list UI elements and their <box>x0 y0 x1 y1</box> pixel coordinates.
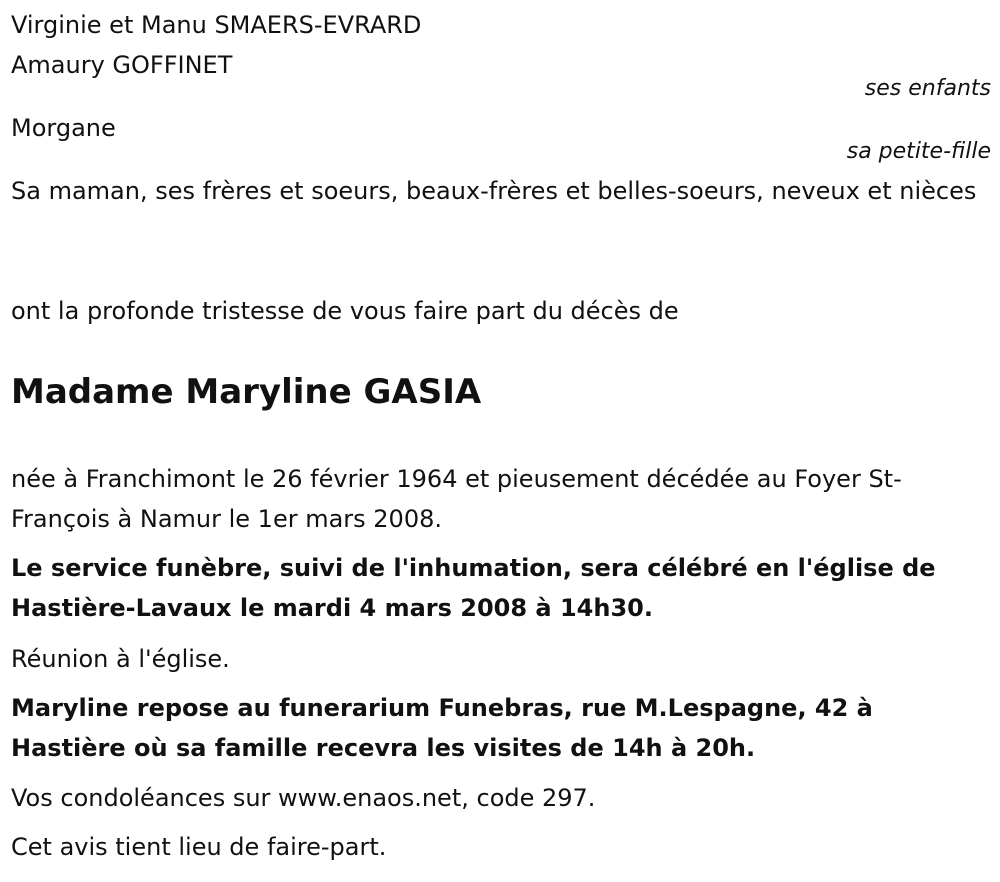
visitation-text: Maryline repose au funerarium Funebras, rue M.Lespagne, 42 à Hastière où sa famille recevra les visites de 14h à 20h. <box>11 694 873 762</box>
meeting-text: Réunion à l'église. <box>11 645 230 673</box>
announcement-text: ont la profonde tristesse de vous faire part du décès de <box>11 297 679 325</box>
children-names-line-1: Virginie et Manu SMAERS-EVRARD <box>11 11 422 39</box>
birth-death-text: née à Franchimont le 26 février 1964 et pieusement décédée au Foyer St-François à Namur le 1er mars 2008. <box>11 465 902 533</box>
relatives-text: Sa maman, ses frères et soeurs, beaux-frères et belles-soeurs, neveux et nièces <box>11 177 977 205</box>
notice-text: Cet avis tient lieu de faire-part. <box>11 833 387 861</box>
granddaughter-name: Morgane <box>11 114 116 142</box>
deceased-name: Madame Maryline GASIA <box>11 372 482 412</box>
funeral-service-text: Le service funèbre, suivi de l'inhumation, sera célébré en l'église de Hastière-Lavaux le mardi 4 mars 2008 à 14h30. <box>11 554 936 622</box>
children-names-line-2: Amaury GOFFINET <box>11 51 233 79</box>
children-role: ses enfants <box>864 76 991 101</box>
granddaughter-role: sa petite-fille <box>846 139 991 164</box>
condolences-text: Vos condoléances sur www.enaos.net, code 297. <box>11 784 596 812</box>
